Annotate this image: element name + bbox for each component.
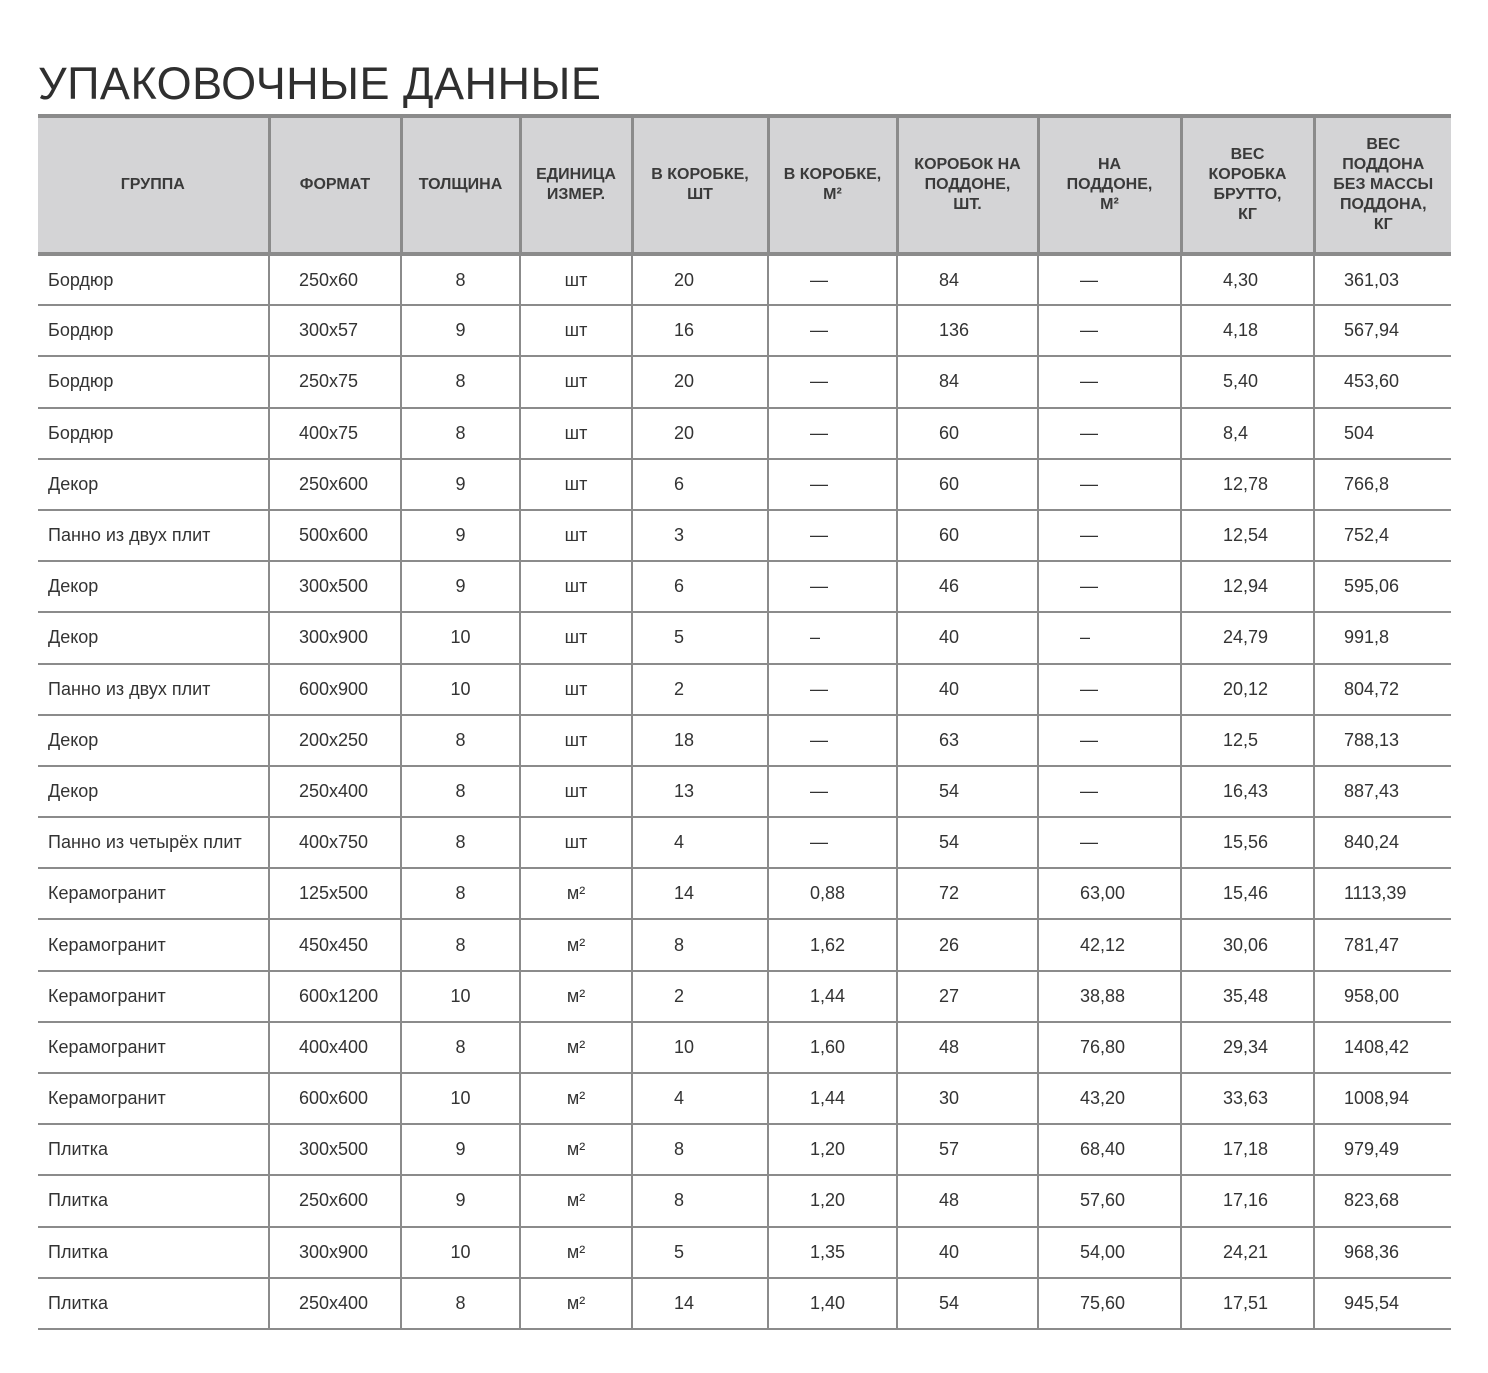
cell-group: Бордюр xyxy=(38,305,269,356)
cell-thickness: 8 xyxy=(401,254,520,305)
cell-thickness: 8 xyxy=(401,817,520,868)
cell-format: 600x600 xyxy=(269,1073,401,1124)
cell-format: 200x250 xyxy=(269,715,401,766)
cell-format: 250x600 xyxy=(269,1175,401,1226)
cell-box-weight: 16,43 xyxy=(1181,766,1314,817)
cell-group: Декор xyxy=(38,561,269,612)
cell-pcs-per-box: 8 xyxy=(632,1175,768,1226)
cell-m2-per-pallet: — xyxy=(1038,817,1181,868)
table-row xyxy=(38,408,1451,459)
cell-boxes-per-pallet: 54 xyxy=(897,817,1038,868)
cell-unit: шт xyxy=(520,817,632,868)
cell-pallet-weight: 453,60 xyxy=(1314,356,1451,407)
cell-pcs-per-box: 14 xyxy=(632,1278,768,1329)
table-row xyxy=(38,612,1451,663)
cell-m2-per-pallet: — xyxy=(1038,305,1181,356)
cell-pcs-per-box: 6 xyxy=(632,459,768,510)
cell-pallet-weight: 1113,39 xyxy=(1314,868,1451,919)
cell-unit: м² xyxy=(520,1073,632,1124)
cell-unit: шт xyxy=(520,766,632,817)
cell-m2-per-pallet: 57,60 xyxy=(1038,1175,1181,1226)
cell-m2-per-pallet: — xyxy=(1038,510,1181,561)
cell-pallet-weight: 804,72 xyxy=(1314,664,1451,715)
cell-group: Декор xyxy=(38,715,269,766)
cell-pcs-per-box: 6 xyxy=(632,561,768,612)
cell-group: Бордюр xyxy=(38,254,269,305)
cell-m2-per-pallet: — xyxy=(1038,459,1181,510)
cell-thickness: 10 xyxy=(401,971,520,1022)
cell-m2-per-pallet: 38,88 xyxy=(1038,971,1181,1022)
cell-unit: шт xyxy=(520,459,632,510)
packaging-table xyxy=(38,114,1451,1330)
cell-box-weight: 8,4 xyxy=(1181,408,1314,459)
cell-thickness: 8 xyxy=(401,868,520,919)
table-row xyxy=(38,305,1451,356)
cell-m2-per-pallet: — xyxy=(1038,664,1181,715)
page-title: УПАКОВОЧНЫЕ ДАННЫЕ xyxy=(38,58,602,110)
cell-boxes-per-pallet: 63 xyxy=(897,715,1038,766)
cell-pallet-weight: 945,54 xyxy=(1314,1278,1451,1329)
cell-format: 125x500 xyxy=(269,868,401,919)
table-body xyxy=(38,254,1451,1329)
cell-pcs-per-box: 8 xyxy=(632,1124,768,1175)
cell-m2-per-box: 1,44 xyxy=(768,971,897,1022)
cell-m2-per-box: — xyxy=(768,356,897,407)
cell-unit: м² xyxy=(520,919,632,970)
table-row xyxy=(38,459,1451,510)
cell-boxes-per-pallet: 40 xyxy=(897,664,1038,715)
cell-format: 300x900 xyxy=(269,1227,401,1278)
column-header-group: ГРУППА xyxy=(38,116,269,254)
cell-format: 250x60 xyxy=(269,254,401,305)
cell-pallet-weight: 567,94 xyxy=(1314,305,1451,356)
table-row xyxy=(38,510,1451,561)
cell-box-weight: 5,40 xyxy=(1181,356,1314,407)
cell-format: 600x900 xyxy=(269,664,401,715)
cell-m2-per-pallet: — xyxy=(1038,408,1181,459)
column-header-format: ФОРМАТ xyxy=(269,116,401,254)
cell-thickness: 8 xyxy=(401,1022,520,1073)
cell-thickness: 10 xyxy=(401,1227,520,1278)
cell-pallet-weight: 595,06 xyxy=(1314,561,1451,612)
cell-group: Керамогранит xyxy=(38,1022,269,1073)
cell-group: Плитка xyxy=(38,1278,269,1329)
column-header-pcs-per-box: В КОРОБКЕ, ШТ xyxy=(632,116,768,254)
table-row xyxy=(38,715,1451,766)
cell-m2-per-pallet: — xyxy=(1038,356,1181,407)
cell-pcs-per-box: 3 xyxy=(632,510,768,561)
cell-pcs-per-box: 8 xyxy=(632,919,768,970)
cell-box-weight: 12,94 xyxy=(1181,561,1314,612)
cell-unit: шт xyxy=(520,356,632,407)
cell-pallet-weight: 766,8 xyxy=(1314,459,1451,510)
cell-pcs-per-box: 20 xyxy=(632,356,768,407)
cell-pallet-weight: 968,36 xyxy=(1314,1227,1451,1278)
cell-box-weight: 12,54 xyxy=(1181,510,1314,561)
cell-boxes-per-pallet: 40 xyxy=(897,1227,1038,1278)
cell-unit: шт xyxy=(520,510,632,561)
cell-m2-per-pallet: — xyxy=(1038,254,1181,305)
cell-m2-per-box: 1,40 xyxy=(768,1278,897,1329)
column-header-boxes-per-pallet: КОРОБОК НА ПОДДОНЕ, ШТ. xyxy=(897,116,1038,254)
cell-thickness: 9 xyxy=(401,510,520,561)
cell-box-weight: 35,48 xyxy=(1181,971,1314,1022)
cell-box-weight: 20,12 xyxy=(1181,664,1314,715)
cell-group: Керамогранит xyxy=(38,919,269,970)
table-row xyxy=(38,766,1451,817)
column-header-unit: ЕДИНИЦА ИЗМЕР. xyxy=(520,116,632,254)
cell-group: Панно из двух плит xyxy=(38,664,269,715)
cell-box-weight: 17,16 xyxy=(1181,1175,1314,1226)
cell-m2-per-pallet: 76,80 xyxy=(1038,1022,1181,1073)
cell-m2-per-box: — xyxy=(768,510,897,561)
cell-thickness: 10 xyxy=(401,612,520,663)
cell-boxes-per-pallet: 54 xyxy=(897,766,1038,817)
table-row xyxy=(38,356,1451,407)
cell-m2-per-box: 1,44 xyxy=(768,1073,897,1124)
cell-m2-per-box: — xyxy=(768,305,897,356)
cell-boxes-per-pallet: 84 xyxy=(897,254,1038,305)
cell-box-weight: 17,18 xyxy=(1181,1124,1314,1175)
cell-m2-per-box: 1,62 xyxy=(768,919,897,970)
cell-format: 500x600 xyxy=(269,510,401,561)
cell-pcs-per-box: 4 xyxy=(632,817,768,868)
cell-m2-per-box: 1,20 xyxy=(768,1175,897,1226)
cell-pallet-weight: 361,03 xyxy=(1314,254,1451,305)
cell-thickness: 9 xyxy=(401,1124,520,1175)
cell-box-weight: 17,51 xyxy=(1181,1278,1314,1329)
cell-group: Декор xyxy=(38,766,269,817)
cell-group: Керамогранит xyxy=(38,971,269,1022)
cell-format: 250x75 xyxy=(269,356,401,407)
cell-box-weight: 29,34 xyxy=(1181,1022,1314,1073)
cell-box-weight: 12,78 xyxy=(1181,459,1314,510)
cell-m2-per-box: 1,60 xyxy=(768,1022,897,1073)
table-row xyxy=(38,817,1451,868)
cell-format: 300x500 xyxy=(269,1124,401,1175)
cell-boxes-per-pallet: 57 xyxy=(897,1124,1038,1175)
table-row xyxy=(38,1073,1451,1124)
cell-m2-per-box: — xyxy=(768,817,897,868)
cell-group: Бордюр xyxy=(38,356,269,407)
table-row xyxy=(38,254,1451,305)
cell-pallet-weight: 840,24 xyxy=(1314,817,1451,868)
cell-unit: м² xyxy=(520,971,632,1022)
cell-box-weight: 4,18 xyxy=(1181,305,1314,356)
cell-unit: шт xyxy=(520,305,632,356)
cell-thickness: 8 xyxy=(401,715,520,766)
cell-pcs-per-box: 14 xyxy=(632,868,768,919)
column-header-pallet-weight: ВЕС ПОДДОНА БЕЗ МАССЫ ПОДДОНА, КГ xyxy=(1314,116,1451,254)
cell-m2-per-box: 0,88 xyxy=(768,868,897,919)
cell-format: 300x57 xyxy=(269,305,401,356)
cell-m2-per-pallet: – xyxy=(1038,612,1181,663)
column-header-box-weight: ВЕС КОРОБКА БРУТТО, КГ xyxy=(1181,116,1314,254)
cell-pallet-weight: 979,49 xyxy=(1314,1124,1451,1175)
table-row xyxy=(38,1175,1451,1226)
cell-m2-per-box: — xyxy=(768,254,897,305)
cell-group: Панно из двух плит xyxy=(38,510,269,561)
table-row xyxy=(38,868,1451,919)
cell-format: 300x900 xyxy=(269,612,401,663)
cell-pallet-weight: 823,68 xyxy=(1314,1175,1451,1226)
cell-boxes-per-pallet: 40 xyxy=(897,612,1038,663)
cell-pcs-per-box: 4 xyxy=(632,1073,768,1124)
cell-box-weight: 4,30 xyxy=(1181,254,1314,305)
cell-unit: шт xyxy=(520,561,632,612)
cell-pcs-per-box: 13 xyxy=(632,766,768,817)
table-row xyxy=(38,919,1451,970)
cell-format: 250x400 xyxy=(269,766,401,817)
cell-unit: шт xyxy=(520,715,632,766)
table-row xyxy=(38,1124,1451,1175)
cell-group: Плитка xyxy=(38,1175,269,1226)
column-header-thickness: ТОЛЩИНА xyxy=(401,116,520,254)
cell-pcs-per-box: 10 xyxy=(632,1022,768,1073)
cell-format: 600x1200 xyxy=(269,971,401,1022)
cell-format: 250x400 xyxy=(269,1278,401,1329)
cell-m2-per-box: — xyxy=(768,715,897,766)
cell-group: Панно из четырёх плит xyxy=(38,817,269,868)
table-row xyxy=(38,664,1451,715)
cell-thickness: 9 xyxy=(401,305,520,356)
cell-boxes-per-pallet: 54 xyxy=(897,1278,1038,1329)
cell-boxes-per-pallet: 60 xyxy=(897,408,1038,459)
cell-pcs-per-box: 2 xyxy=(632,664,768,715)
cell-group: Керамогранит xyxy=(38,1073,269,1124)
table-row xyxy=(38,1278,1451,1329)
cell-pallet-weight: 788,13 xyxy=(1314,715,1451,766)
cell-format: 450x450 xyxy=(269,919,401,970)
cell-boxes-per-pallet: 46 xyxy=(897,561,1038,612)
cell-pcs-per-box: 20 xyxy=(632,408,768,459)
column-header-m2-per-box: В КОРОБКЕ, М² xyxy=(768,116,897,254)
cell-pallet-weight: 1408,42 xyxy=(1314,1022,1451,1073)
cell-m2-per-pallet: 75,60 xyxy=(1038,1278,1181,1329)
cell-unit: м² xyxy=(520,1022,632,1073)
cell-thickness: 9 xyxy=(401,459,520,510)
cell-boxes-per-pallet: 72 xyxy=(897,868,1038,919)
column-header-m2-per-pallet: НА ПОДДОНЕ, М² xyxy=(1038,116,1181,254)
cell-pcs-per-box: 2 xyxy=(632,971,768,1022)
cell-unit: м² xyxy=(520,1124,632,1175)
cell-pallet-weight: 781,47 xyxy=(1314,919,1451,970)
cell-boxes-per-pallet: 26 xyxy=(897,919,1038,970)
cell-boxes-per-pallet: 30 xyxy=(897,1073,1038,1124)
header-row xyxy=(38,116,1451,254)
table-row xyxy=(38,1022,1451,1073)
cell-group: Бордюр xyxy=(38,408,269,459)
cell-pcs-per-box: 5 xyxy=(632,612,768,663)
cell-m2-per-box: — xyxy=(768,408,897,459)
table-row xyxy=(38,561,1451,612)
cell-format: 300x500 xyxy=(269,561,401,612)
cell-group: Плитка xyxy=(38,1124,269,1175)
cell-m2-per-box: — xyxy=(768,561,897,612)
cell-m2-per-pallet: 43,20 xyxy=(1038,1073,1181,1124)
cell-box-weight: 15,46 xyxy=(1181,868,1314,919)
cell-box-weight: 33,63 xyxy=(1181,1073,1314,1124)
cell-unit: шт xyxy=(520,664,632,715)
cell-format: 400x750 xyxy=(269,817,401,868)
cell-unit: м² xyxy=(520,1175,632,1226)
cell-unit: шт xyxy=(520,254,632,305)
cell-box-weight: 12,5 xyxy=(1181,715,1314,766)
cell-m2-per-pallet: 63,00 xyxy=(1038,868,1181,919)
cell-pallet-weight: 752,4 xyxy=(1314,510,1451,561)
cell-m2-per-box: 1,35 xyxy=(768,1227,897,1278)
cell-thickness: 8 xyxy=(401,766,520,817)
cell-m2-per-box: — xyxy=(768,664,897,715)
cell-m2-per-box: — xyxy=(768,459,897,510)
cell-boxes-per-pallet: 27 xyxy=(897,971,1038,1022)
cell-unit: м² xyxy=(520,1227,632,1278)
cell-m2-per-pallet: — xyxy=(1038,715,1181,766)
cell-m2-per-pallet: — xyxy=(1038,561,1181,612)
cell-pallet-weight: 1008,94 xyxy=(1314,1073,1451,1124)
cell-thickness: 8 xyxy=(401,919,520,970)
cell-format: 250x600 xyxy=(269,459,401,510)
cell-m2-per-pallet: 42,12 xyxy=(1038,919,1181,970)
cell-m2-per-box: — xyxy=(768,766,897,817)
cell-m2-per-pallet: 54,00 xyxy=(1038,1227,1181,1278)
cell-boxes-per-pallet: 48 xyxy=(897,1175,1038,1226)
cell-boxes-per-pallet: 136 xyxy=(897,305,1038,356)
cell-group: Керамогранит xyxy=(38,868,269,919)
cell-box-weight: 24,79 xyxy=(1181,612,1314,663)
cell-pallet-weight: 504 xyxy=(1314,408,1451,459)
cell-boxes-per-pallet: 60 xyxy=(897,510,1038,561)
table-row xyxy=(38,971,1451,1022)
cell-thickness: 8 xyxy=(401,1278,520,1329)
cell-format: 400x400 xyxy=(269,1022,401,1073)
cell-pallet-weight: 887,43 xyxy=(1314,766,1451,817)
cell-group: Плитка xyxy=(38,1227,269,1278)
cell-pcs-per-box: 18 xyxy=(632,715,768,766)
cell-thickness: 9 xyxy=(401,561,520,612)
table-row xyxy=(38,1227,1451,1278)
cell-thickness: 10 xyxy=(401,664,520,715)
cell-thickness: 9 xyxy=(401,1175,520,1226)
cell-thickness: 10 xyxy=(401,1073,520,1124)
cell-boxes-per-pallet: 60 xyxy=(897,459,1038,510)
cell-m2-per-pallet: — xyxy=(1038,766,1181,817)
cell-pallet-weight: 991,8 xyxy=(1314,612,1451,663)
cell-boxes-per-pallet: 84 xyxy=(897,356,1038,407)
cell-thickness: 8 xyxy=(401,356,520,407)
cell-box-weight: 15,56 xyxy=(1181,817,1314,868)
cell-unit: м² xyxy=(520,868,632,919)
cell-boxes-per-pallet: 48 xyxy=(897,1022,1038,1073)
cell-group: Декор xyxy=(38,612,269,663)
cell-format: 400x75 xyxy=(269,408,401,459)
cell-unit: шт xyxy=(520,408,632,459)
cell-box-weight: 24,21 xyxy=(1181,1227,1314,1278)
cell-box-weight: 30,06 xyxy=(1181,919,1314,970)
cell-pcs-per-box: 20 xyxy=(632,254,768,305)
cell-unit: м² xyxy=(520,1278,632,1329)
cell-pcs-per-box: 5 xyxy=(632,1227,768,1278)
cell-m2-per-box: 1,20 xyxy=(768,1124,897,1175)
cell-pcs-per-box: 16 xyxy=(632,305,768,356)
cell-m2-per-box: – xyxy=(768,612,897,663)
cell-m2-per-pallet: 68,40 xyxy=(1038,1124,1181,1175)
table-header xyxy=(38,116,1451,254)
cell-pallet-weight: 958,00 xyxy=(1314,971,1451,1022)
cell-thickness: 8 xyxy=(401,408,520,459)
cell-group: Декор xyxy=(38,459,269,510)
cell-unit: шт xyxy=(520,612,632,663)
